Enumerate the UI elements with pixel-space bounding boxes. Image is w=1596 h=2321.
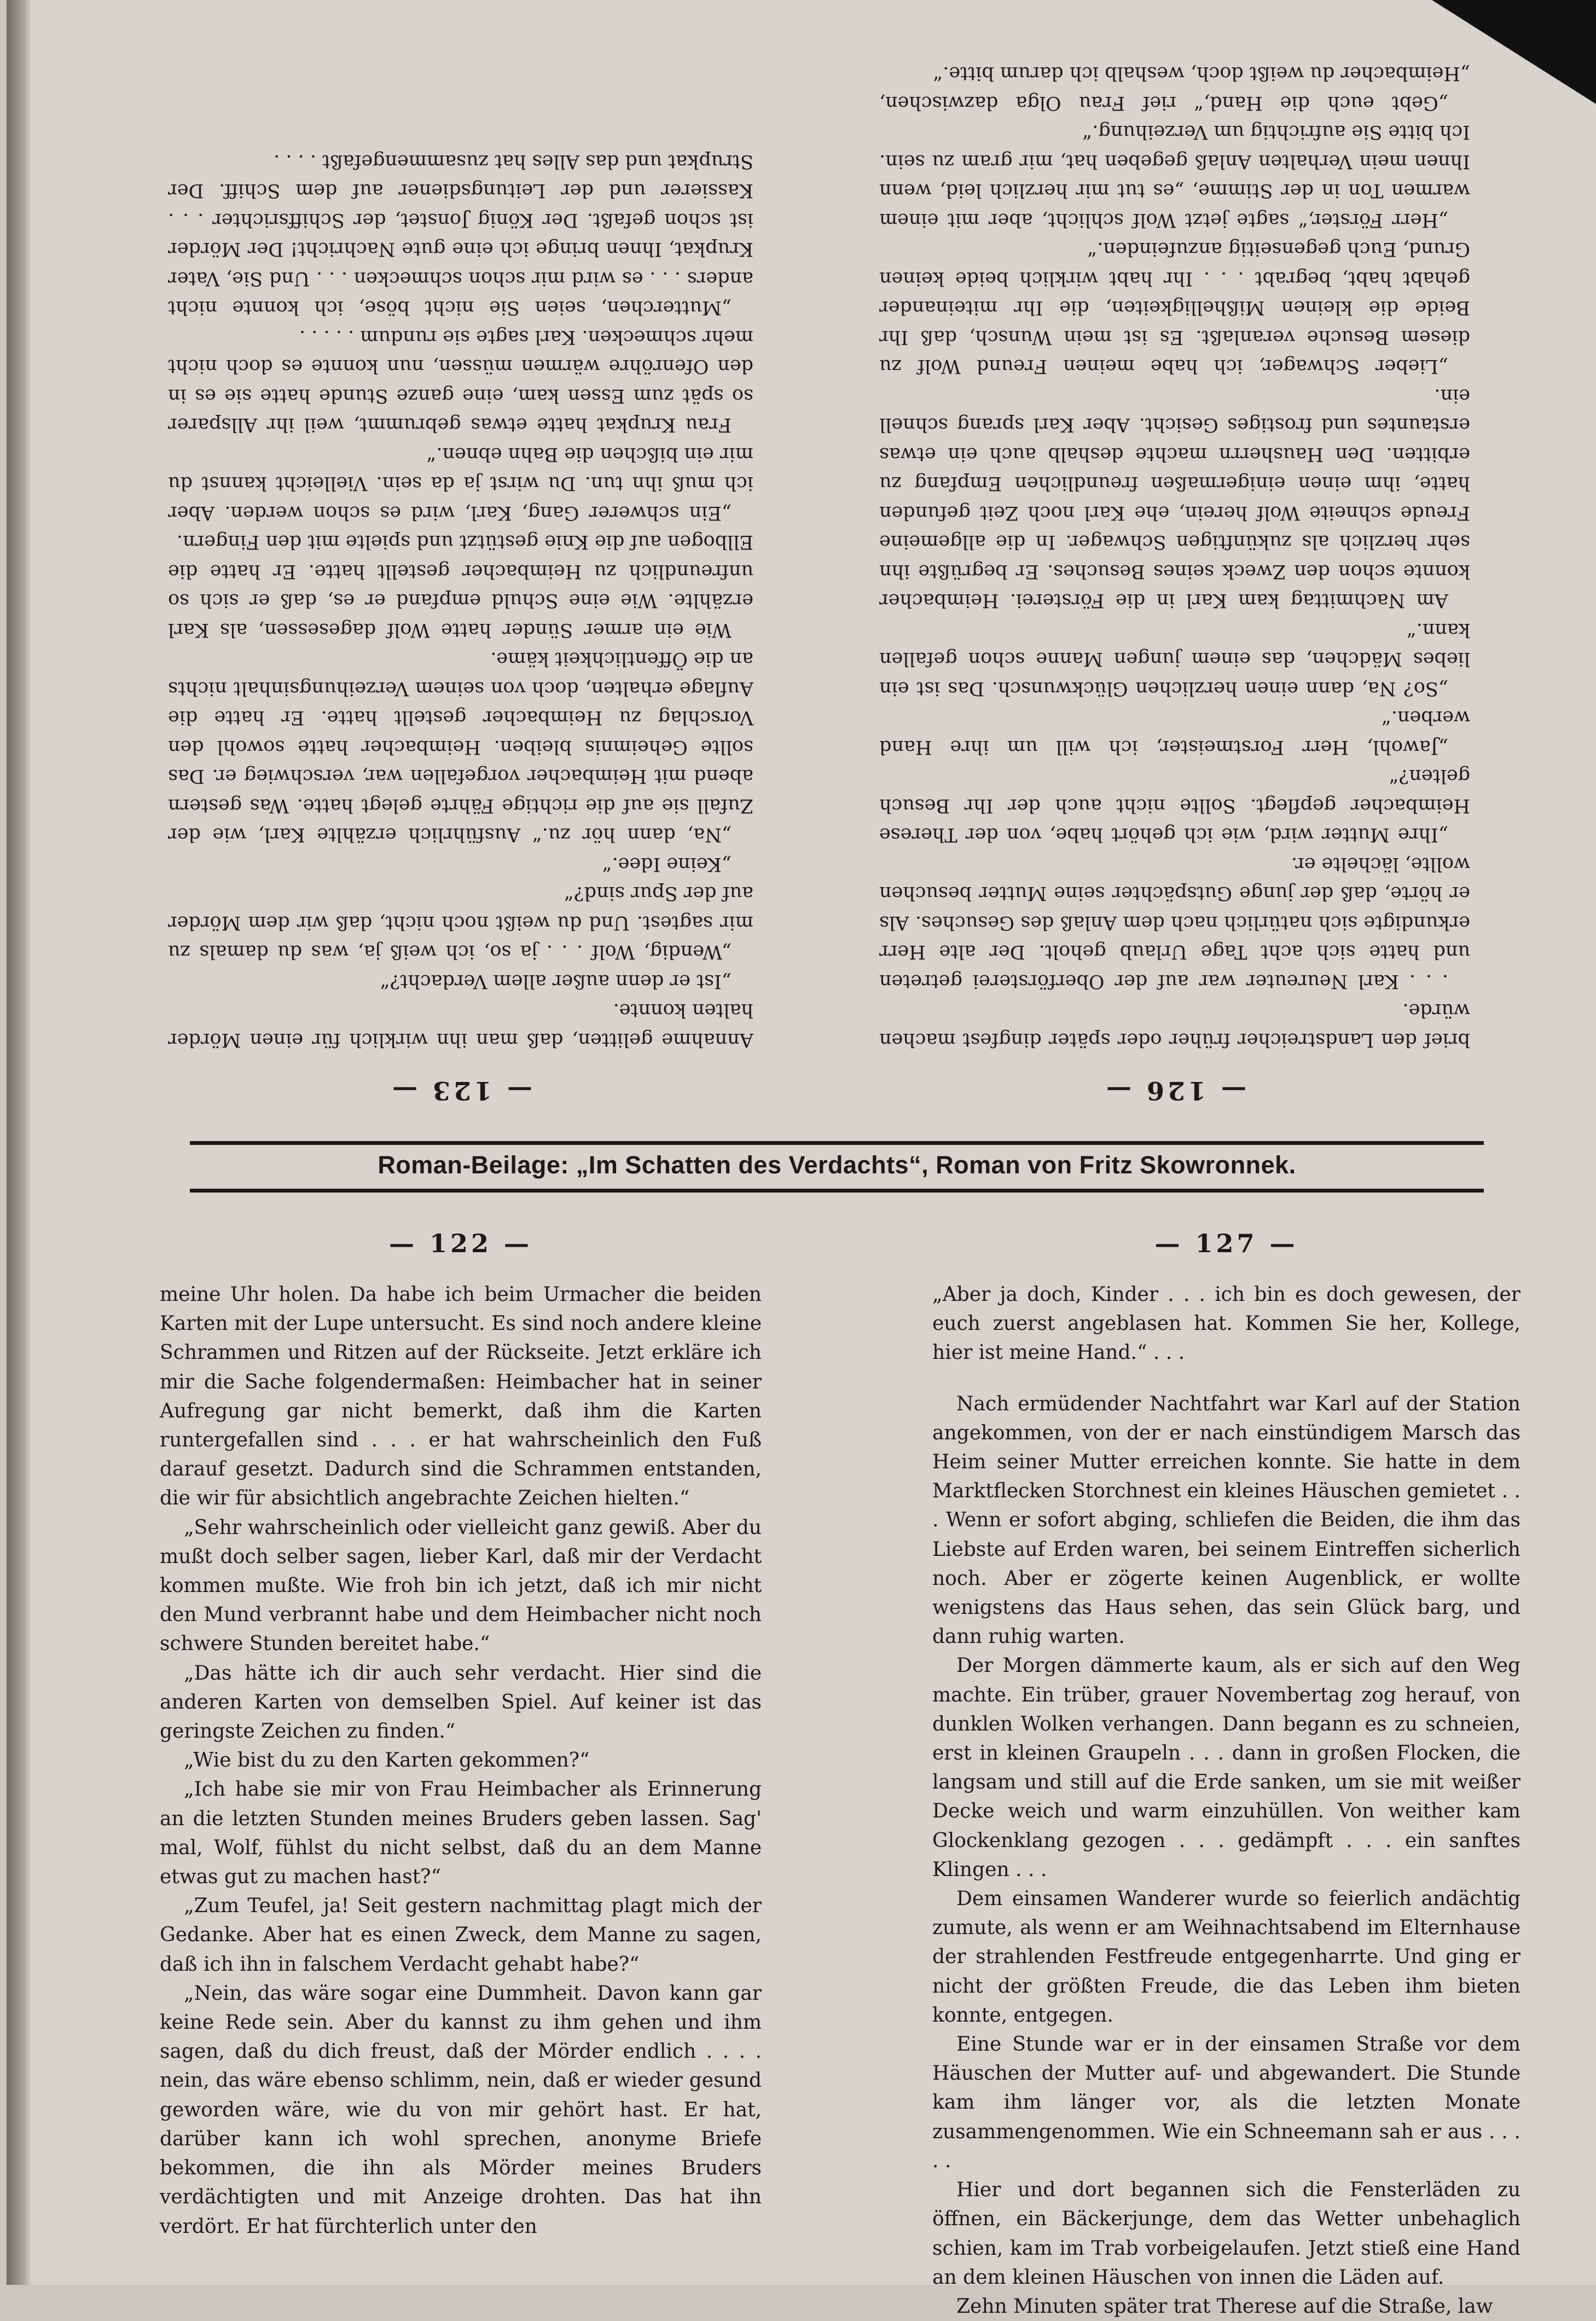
paragraph: „Ein schwerer Gang, Karl, wird es schon werden. Aber ich muß ihn tun. Du wirst ja da sein. Vielleicht kannst du mir ein bißchen die Bahn ebnen.“	[168, 443, 753, 524]
banner-rule-top	[190, 1141, 1484, 1145]
page-number: — 123 —	[388, 1076, 533, 1105]
section-break	[932, 1368, 1520, 1390]
page-123-column	[168, 147, 753, 1106]
paragraph: Am Nachmittag kam Karl in die Försterei. Heimbacher konnte schon den Zweck seines Besuches. Er begrüßte ihn sehr herzlich als zukünftigen Schwager. In die allgemeine Freude schneite Wolf herein, ehe Karl noch Zeit gefunden hatte, ihm einen einigermaßen freundlichen Empfang zu erbitten. Den Hausherrn machte deshalb auch ein etwas erstauntes und frostiges Gesicht. Aber Karl sprang schnell ein.	[879, 385, 1470, 612]
paragraph: „Wendig, Wolf . . . ja so, ich weiß ja, was du damals zu mir sagtest. Und du weißt noch nicht, daß wir dem Mörder auf der Spur sind?“	[168, 882, 753, 963]
paragraph: brief den Landstreicher früher oder später dingfest machen würde.	[879, 999, 1470, 1051]
paragraph: „Ihre Mutter wird, wie ich gehört habe, von der Therese Heimbacher gepflegt. Sollte nicht auch der Ihr Besuch gelten?“	[879, 765, 1470, 846]
paragraph: Der Morgen dämmerte kaum, als er sich auf den Weg machte. Ein trüber, grauer Novembertag zog herauf, von dunklen Wolken verhangen. Dann begann es zu schneien, erst in kleinen Graupeln . . . dann in großen Flocken, die langsam und still auf die Erde sanken, um sie mit weißer Decke weich und warm einzuhüllen. Von weither kam Glockenklang gezogen . . . gedämpft . . . ein sanftes Klingen . . .	[932, 1654, 1520, 1881]
upside-down-section	[7, 0, 1596, 1127]
page-number: — 127 —	[1154, 1229, 1298, 1258]
page-126-column	[879, 59, 1470, 1105]
supplement-banner-title: Roman-Beilage: „Im Schatten des Verdachts“, Roman von Fritz Skowronnek.	[378, 1151, 1296, 1179]
paragraph: meine Uhr holen. Da habe ich beim Urmacher die beiden Karten mit der Lupe untersucht. Es sind noch andere kleine Schrammen und Ritzen auf der Rückseite. Jetzt erkläre ich mir die Sache folgendermaßen: Heimbacher hat in seiner Aufregung gar nicht bemerkt, daß ihm die Karten runtergefallen sind . . . er hat wahrscheinlich den Fuß darauf gesetzt. Dadurch sind die Schrammen entstanden, die wir für absichtlich angebrachte Zeichen hielten.“	[160, 1283, 762, 1510]
paragraph: „Sehr wahrscheinlich oder vielleicht ganz gewiß. Aber du mußt doch selber sagen, lieber Karl, daß mir der Verdacht kommen mußte. Wie froh bin ich jetzt, daß ich mir nicht den Mund verbrannt habe und dem Heimbacher nicht noch schwere Stunden bereitet habe.“	[160, 1516, 762, 1656]
paragraph: „Zum Teufel, ja! Seit gestern nachmittag plagt mich der Gedanke. Aber hat es einen Zweck, dem Manne zu sagen, daß ich ihn in falschem Verdacht gehabt habe?“	[160, 1895, 762, 1976]
page-127-column	[932, 1229, 1520, 2321]
paragraph: Wie ein armer Sünder hatte Wolf dagesessen, als Karl erzählte. Wie eine Schuld empfand er es, daß er sich so unfreundlich zu Heimbacher gestellt hatte. Er hatte die Ellbogen auf die Knie gestützt und spielte mit den Fingern.	[168, 531, 753, 641]
paragraph: „Na, dann hör zu.“ Ausführlich erzählte Karl, wie der Zufall sie auf die richtige Fährte gelegt hatte. Was gestern abend mit Heimbacher vorgefallen war, verschwieg er. Das sollte Geheimnis bleiben. Heimbacher hatte sowohl den Vorschlag zu Heimbacher gestellt hatte. Er hatte die Auflage erhalten, doch von seinem Verzeihungsinhalt nichts an die Öffentlichkeit käme.	[168, 648, 753, 846]
paragraph: „Ist er denn außer allem Verdacht?“	[380, 970, 732, 992]
paragraph: „Jawohl, Herr Forstmeister, ich will um ihre Hand werben.“	[879, 707, 1470, 758]
paragraph: Frau Krupkat hatte etwas gebrummt, weil ihr Allsparer so spät zum Essen kam, eine ganze Stunde hatte sie es in den Ofenröhre wärmen müssen, nun konnte es doch nicht mehr schmecken. Karl sagte sie rundum . . . . .	[168, 326, 753, 436]
paragraph: „Lieber Schwager, ich habe meinen Freund Wolf zu diesem Besuche veranlaßt. Es ist mein Wunsch, daß Ihr Beide die kleinen Mißhelligkeiten, die Ihr miteinander gehabt habt, begrabt . . . Ihr habt wirklich beide keinen Grund, Euch gegenseitig anzufeinden.“	[879, 238, 1470, 378]
paragraph: Dem einsamen Wanderer wurde so feierlich andächtig zumute, als wenn er am Weihnachtsabend im Elternhause der strahlenden Festfreude entgegenharrte. Und ging er nicht der größten Freude, die das Leben ihm bieten konnte, entgegen.	[932, 1888, 1520, 2027]
paragraph: „Mutterchen, seien Sie nicht böse, ich konnte nicht anders . . . es wird mir schon schmecken . . . Und Sie, Vater Krupkat, Ihnen bringe ich eine gute Nachricht! Der Mörder ist schon gefaßt. Der König Jonstet, der Schiffsrichter . . . Kassierer und der Leitungsdiener auf dem Schiff. Der Strupkat und das Alles hat zusammengefaßt . . . .	[168, 151, 753, 319]
paragraph: „Wie bist du zu den Karten gekommen?“	[184, 1749, 590, 1772]
paragraph: „Gebt euch die Hand,“ rief Frau Olga dazwischen, „Heimbacher du weißt doch, weshalb ich darum bitte.“	[879, 62, 1470, 114]
paragraph: „Keine Idee.“	[602, 853, 732, 875]
paragraph: „So? Na, dann einen herzlichen Glückwunsch. Das ist ein liebes Mädchen, das einem jungen Manne schon gefallen kann.“	[879, 619, 1470, 699]
banner-rule-bottom	[190, 1189, 1484, 1193]
paragraph: „Nein, das wäre sogar eine Dummheit. Davon kann gar keine Rede sein. Aber du kannst zu ihm gehen und ihm sagen, daß du dich freust, daß der Mörder endlich . . . . nein, das wäre ebenso schlimm, nein, daß er wieder gesund geworden wäre, wie du von mir gehört hast. Er hat, darüber kann ich wohl sprechen, anonyme Briefe bekommen, die ihn als Mörder meines Bruders verdächtigten und mit Anzeige drohten. Das hat ihn verdört. Er hat fürchterlich unter den	[160, 1982, 762, 2238]
paragraph: Hier und dort begannen sich die Fensterläden zu öffnen, ein Bäckerjunge, dem das Wetter unbehaglich schien, kam im Trab vorbeigelaufen. Jetzt stieß eine Hand an dem kleinen Häuschen von innen die Läden auf.	[932, 2179, 1520, 2289]
newspaper-page	[7, 0, 1596, 2318]
paragraph: Nach ermüdender Nachtfahrt war Karl auf der Station angekommen, von der er nach einstündigem Marsch das Heim seiner Mutter erreichen konnte. Sie hatte in dem Marktflecken Storchnest ein kleines Häuschen gemietet . . . Wenn er sofort abging, schliefen die Beiden, die ihm das Liebste auf Erden waren, bei seinem Eintreffen sicherlich noch. Aber er zögerte keinen Augenblick, er wollte wenigstens das Haus sehen, das sein Glück barg, und dann ruhig warten.	[932, 1392, 1520, 1648]
paragraph: „Herr Förster,“ sagte jetzt Wolf schlicht, aber mit einem warmen Ton in der Stimme, „es tut mir herzlich leid, wenn Ihnen mein Verhalten Anlaß gegeben hat, mir gram zu sein. Ich bitte Sie aufrichtig um Verzeihung.“	[879, 121, 1470, 231]
paragraph: „Ich habe sie mir von Frau Heimbacher als Erinnerung an die letzten Stunden meines Bruders geben lassen. Sag' mal, Wolf, fühlst du nicht selbst, daß du an dem Manne etwas gut zu machen hast?“	[160, 1778, 762, 1889]
paragraph: Eine Stunde war er in der einsamen Straße vor dem Häuschen der Mutter auf- und abgewandert. Die Stunde kam ihm länger vor, als die letzten Monate zusammengenommen. Wie ein Schneemann sah er aus . . . . .	[932, 2033, 1520, 2172]
page-number: — 122 —	[388, 1229, 533, 1258]
paragraph: . . . Karl Neureuter war auf der Oberförsterei getreten und hatte sich acht Tage Urlaub geholt. Der alte Herr erkundigte sich natürlich nach dem Anlaß des Gesuches. Als er hörte, daß der junge Gutspächter seine Mutter besuchen wollte, lächelte er.	[879, 853, 1470, 992]
paragraph: Annahme gelitten, daß man ihn wirklich für einen Mörder halten konnte.	[168, 999, 753, 1051]
paragraph: „Das hätte ich dir auch sehr verdacht. Hier sind die anderen Karten von demselben Spiel. Auf keiner ist das geringste Zeichen zu finden.“	[160, 1662, 762, 1743]
page-number: — 126 —	[1102, 1076, 1247, 1105]
paragraph: Zehn Minuten später trat Therese auf die Straße, law	[956, 2295, 1493, 2318]
page-122-column	[160, 1229, 762, 2241]
paragraph: „Aber ja doch, Kinder . . . ich bin es doch gewesen, der euch zuerst angeblasen hat. Kommen Sie her, Kollege, hier ist meine Hand.“ . . .	[932, 1283, 1520, 1364]
